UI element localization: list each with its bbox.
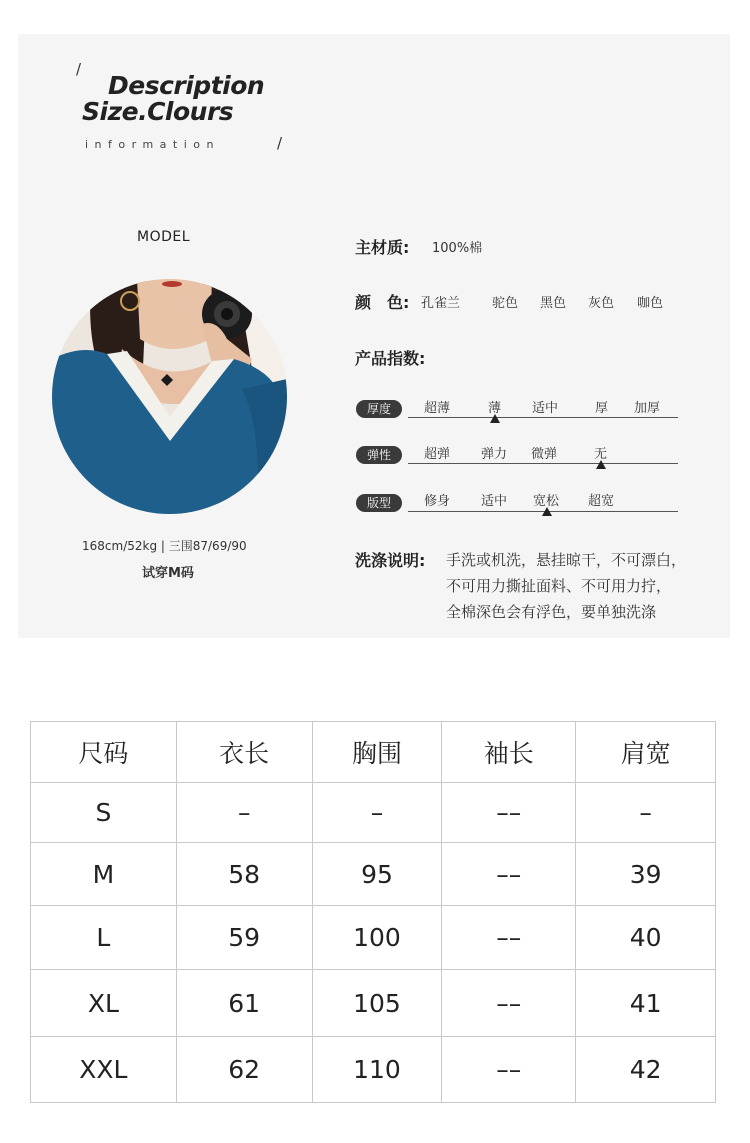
thickness-option: 厚 xyxy=(595,401,609,416)
elasticity-option: 微弹 xyxy=(531,447,558,462)
table-row xyxy=(31,970,716,1037)
fit-marker-icon xyxy=(542,507,552,516)
header-size: 尺码 xyxy=(31,722,177,783)
elasticity-option: 超弹 xyxy=(424,447,451,462)
model-size-tried: 试穿M码 xyxy=(142,566,194,581)
table-cell: – xyxy=(312,783,442,843)
elasticity-option: 弹力 xyxy=(481,447,508,462)
color-option: 孔雀兰 xyxy=(421,296,461,311)
table-row xyxy=(31,1037,716,1103)
table-cell: 62 xyxy=(176,1037,312,1103)
washing-line: 全棉深色会有浮色，要单独洗涤 xyxy=(446,603,657,621)
model-measurements: 168cm/52kg | 三围87/69/90 xyxy=(82,539,247,553)
table-cell: L xyxy=(31,906,177,970)
slash-decoration-top: / xyxy=(76,60,82,78)
table-cell: 41 xyxy=(576,970,716,1037)
washing-line: 手洗或机洗，悬挂晾干，不可漂白， xyxy=(446,551,687,569)
header-bust: 胸围 xyxy=(312,722,442,783)
table-row xyxy=(31,783,716,843)
tag-fit: 版型 xyxy=(356,494,402,512)
title-size-colours: Size.Clours xyxy=(82,97,234,126)
table-cell: XXL xyxy=(31,1037,177,1103)
table-cell: –– xyxy=(442,843,576,906)
model-photo xyxy=(52,279,287,514)
thickness-scale-line xyxy=(408,417,678,418)
table-cell: –– xyxy=(442,906,576,970)
table-cell: 58 xyxy=(176,843,312,906)
table-cell: S xyxy=(31,783,177,843)
slash-decoration-bottom: / xyxy=(277,134,283,152)
table-cell: –– xyxy=(442,783,576,843)
fit-option: 修身 xyxy=(424,494,451,509)
table-cell: – xyxy=(176,783,312,843)
table-cell: XL xyxy=(31,970,177,1037)
header-sleeve: 袖长 xyxy=(442,722,576,783)
subtitle-information: information xyxy=(85,138,220,151)
model-label: MODEL xyxy=(137,229,191,245)
color-option: 黑色 xyxy=(540,296,567,311)
color-option: 咖色 xyxy=(637,296,664,311)
washing-label: 洗涤说明: xyxy=(355,551,426,570)
header-length: 衣长 xyxy=(176,722,312,783)
table-cell: 61 xyxy=(176,970,312,1037)
table-cell: 105 xyxy=(312,970,442,1037)
colors-label: 颜 色: xyxy=(355,293,410,312)
material-label: 主材质: xyxy=(355,238,410,257)
table-cell: 95 xyxy=(312,843,442,906)
table-cell: 100 xyxy=(312,906,442,970)
elasticity-scale-line xyxy=(408,463,678,464)
material-value: 100%棉 xyxy=(432,241,483,256)
table-cell: 40 xyxy=(576,906,716,970)
table-cell: 110 xyxy=(312,1037,442,1103)
fit-option: 宽松 xyxy=(533,494,560,509)
table-header-row xyxy=(31,722,716,783)
thickness-option: 超薄 xyxy=(424,401,451,416)
table-row xyxy=(31,906,716,970)
table-cell: –– xyxy=(442,970,576,1037)
size-table xyxy=(30,721,716,1103)
washing-line: 不可用力撕扯面料、不可用力拧， xyxy=(446,577,672,595)
color-option: 驼色 xyxy=(492,296,519,311)
tag-elasticity: 弹性 xyxy=(356,446,402,464)
elasticity-option: 无 xyxy=(594,447,608,462)
table-cell: 39 xyxy=(576,843,716,906)
indices-label: 产品指数: xyxy=(355,349,426,368)
table-cell: 42 xyxy=(576,1037,716,1103)
table-cell: –– xyxy=(442,1037,576,1103)
thickness-marker-icon xyxy=(490,414,500,423)
elasticity-marker-icon xyxy=(596,460,606,469)
table-cell: 59 xyxy=(176,906,312,970)
title-description: Description xyxy=(108,71,265,100)
thickness-option: 适中 xyxy=(532,401,559,416)
tag-thickness: 厚度 xyxy=(356,400,402,418)
table-row xyxy=(31,843,716,906)
header-shoulder: 肩宽 xyxy=(576,722,716,783)
color-option: 灰色 xyxy=(588,296,615,311)
thickness-option: 加厚 xyxy=(634,401,661,416)
table-cell: – xyxy=(576,783,716,843)
thickness-option: 薄 xyxy=(488,401,502,416)
fit-option: 超宽 xyxy=(588,494,615,509)
fit-option: 适中 xyxy=(481,494,508,509)
table-cell: M xyxy=(31,843,177,906)
